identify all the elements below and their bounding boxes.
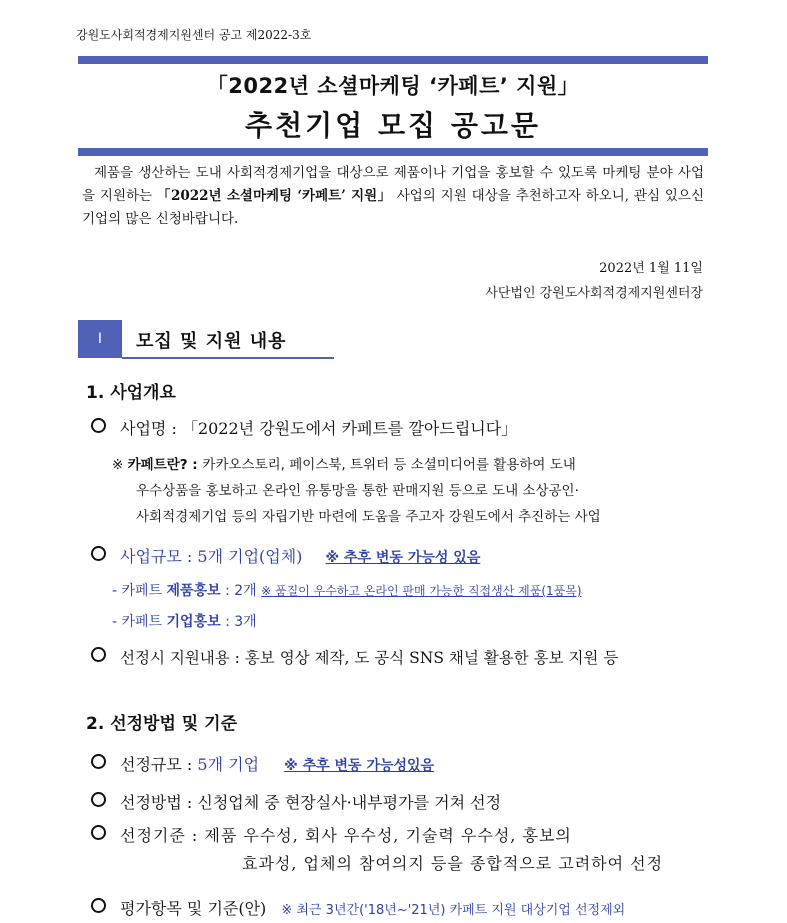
evaluation-note: ※ 최근 3년간('18년~'21년) 카페트 지원 대상기업 선정제외 xyxy=(281,903,626,918)
section-title: 모집 및 지원 내용 xyxy=(136,331,287,352)
sub-heading-overview: 1. 사업개요 xyxy=(86,383,176,403)
support-content-text: 선정시 지원내용 : 홍보 영상 제작, 도 공식 SNS 채널 활용한 홍보 지원 등 xyxy=(120,649,619,667)
definition-mark: ※ xyxy=(112,457,128,473)
section-number-box: Ⅰ xyxy=(78,320,122,358)
circle-bullet-icon xyxy=(91,792,106,807)
circle-bullet-icon xyxy=(91,647,106,662)
selection-scale-item xyxy=(91,752,434,775)
document-title: 「2022년 소셜마케팅 ‘카페트’ 지원」 xyxy=(206,74,580,98)
carpet-definition xyxy=(112,452,718,530)
selection-criteria-line-2: 효과성, 업체의 참여의지 등을 종합적으로 고려하여 선정 xyxy=(242,854,664,873)
intro-text-1: 제품을 생산하는 도내 사회적경제기업을 대상으로 제품이나 기업을 홍보할 수 있도록 마케팅 분야 사업을 지원하는 xyxy=(82,165,704,204)
evaluation-label: 평가항목 및 기준(안) xyxy=(120,899,267,918)
definition-line-3: 사회적경제기업 등의 자립기반 마련에 도움을 주고자 강원도에서 추진하는 사업 xyxy=(136,509,601,525)
project-name-label: 사업명 : xyxy=(120,419,182,438)
selection-scale-value: 5개 기업 xyxy=(197,755,260,774)
project-name-value: 「2022년 강원도에서 카페트를 깔아드립니다」 xyxy=(181,419,518,438)
intro-paragraph xyxy=(82,162,704,231)
selection-criteria-line-1: 선정기준 : 제품 우수성, 회사 우수성, 기술력 우수성, 홍보의 xyxy=(120,826,572,845)
definition-line-2: 우수상품을 홍보하고 온라인 유통망을 통한 판매지원 등으로 도내 소상공인· xyxy=(136,483,579,499)
product-count: : 2개 xyxy=(220,583,262,599)
support-content-item xyxy=(91,646,618,668)
notice-number: 강원도사회적경제지원센터 공고 제2022-3호 xyxy=(76,28,312,42)
issuing-organization: 사단법인 강원도사회적경제지원센터장 xyxy=(485,286,703,301)
project-scale-item xyxy=(91,544,480,567)
product-label-prefix: - 카페트 xyxy=(112,583,167,599)
sub-heading-selection: 2. 선정방법 및 기준 xyxy=(86,714,237,734)
product-promotion-item xyxy=(112,580,582,600)
product-label-bold: 제품홍보 xyxy=(166,583,221,599)
circle-bullet-icon xyxy=(91,754,106,769)
definition-term: 카페트란? : xyxy=(127,457,203,473)
selection-method-item xyxy=(91,790,501,813)
circle-bullet-icon xyxy=(91,825,106,840)
evaluation-item xyxy=(91,896,625,919)
announcement-date: 2022년 1월 11일 xyxy=(599,261,703,276)
project-scale-note: ※ 추후 변동 가능성 있음 xyxy=(325,550,481,566)
title-bar-top xyxy=(78,56,708,64)
title-bar-bottom xyxy=(78,148,708,156)
selection-scale-label: 선정규모 : xyxy=(120,755,198,774)
intro-highlight: 「2022년 소셜마케팅 ‘카페트’ 지원」 xyxy=(156,188,392,204)
selection-scale-note: ※ 추후 변동 가능성있음 xyxy=(284,758,435,774)
company-count: : 3개 xyxy=(220,614,257,630)
project-name-item xyxy=(91,416,517,439)
intro-text-2: 사업의 지원 대상을 추천하고자 하오니, 관심 있으신 기업의 많은 신청바랍니다. xyxy=(82,188,704,227)
selection-method-text: 선정방법 : 신청업체 중 현장실사·내부평가를 거쳐 선정 xyxy=(120,793,502,812)
definition-line-1: 카카오스토리, 페이스북, 트위터 등 소셜미디어를 활용하여 도내 xyxy=(202,457,576,473)
circle-bullet-icon xyxy=(91,546,106,561)
document-subtitle: 추천기업 모집 공고문 xyxy=(245,109,541,142)
selection-criteria-item xyxy=(91,823,572,846)
company-label-prefix: - 카페트 xyxy=(112,614,167,630)
company-promotion-item xyxy=(112,611,257,631)
project-scale-label: 사업규모 : 5개 기업(업체) xyxy=(120,547,303,566)
company-label-bold: 기업홍보 xyxy=(166,614,221,630)
product-note: ※ 품질이 우수하고 온라인 판매 가능한 직접생산 제품(1품목) xyxy=(261,584,582,598)
section-underline xyxy=(122,357,334,359)
circle-bullet-icon xyxy=(91,898,106,913)
circle-bullet-icon xyxy=(91,418,106,433)
